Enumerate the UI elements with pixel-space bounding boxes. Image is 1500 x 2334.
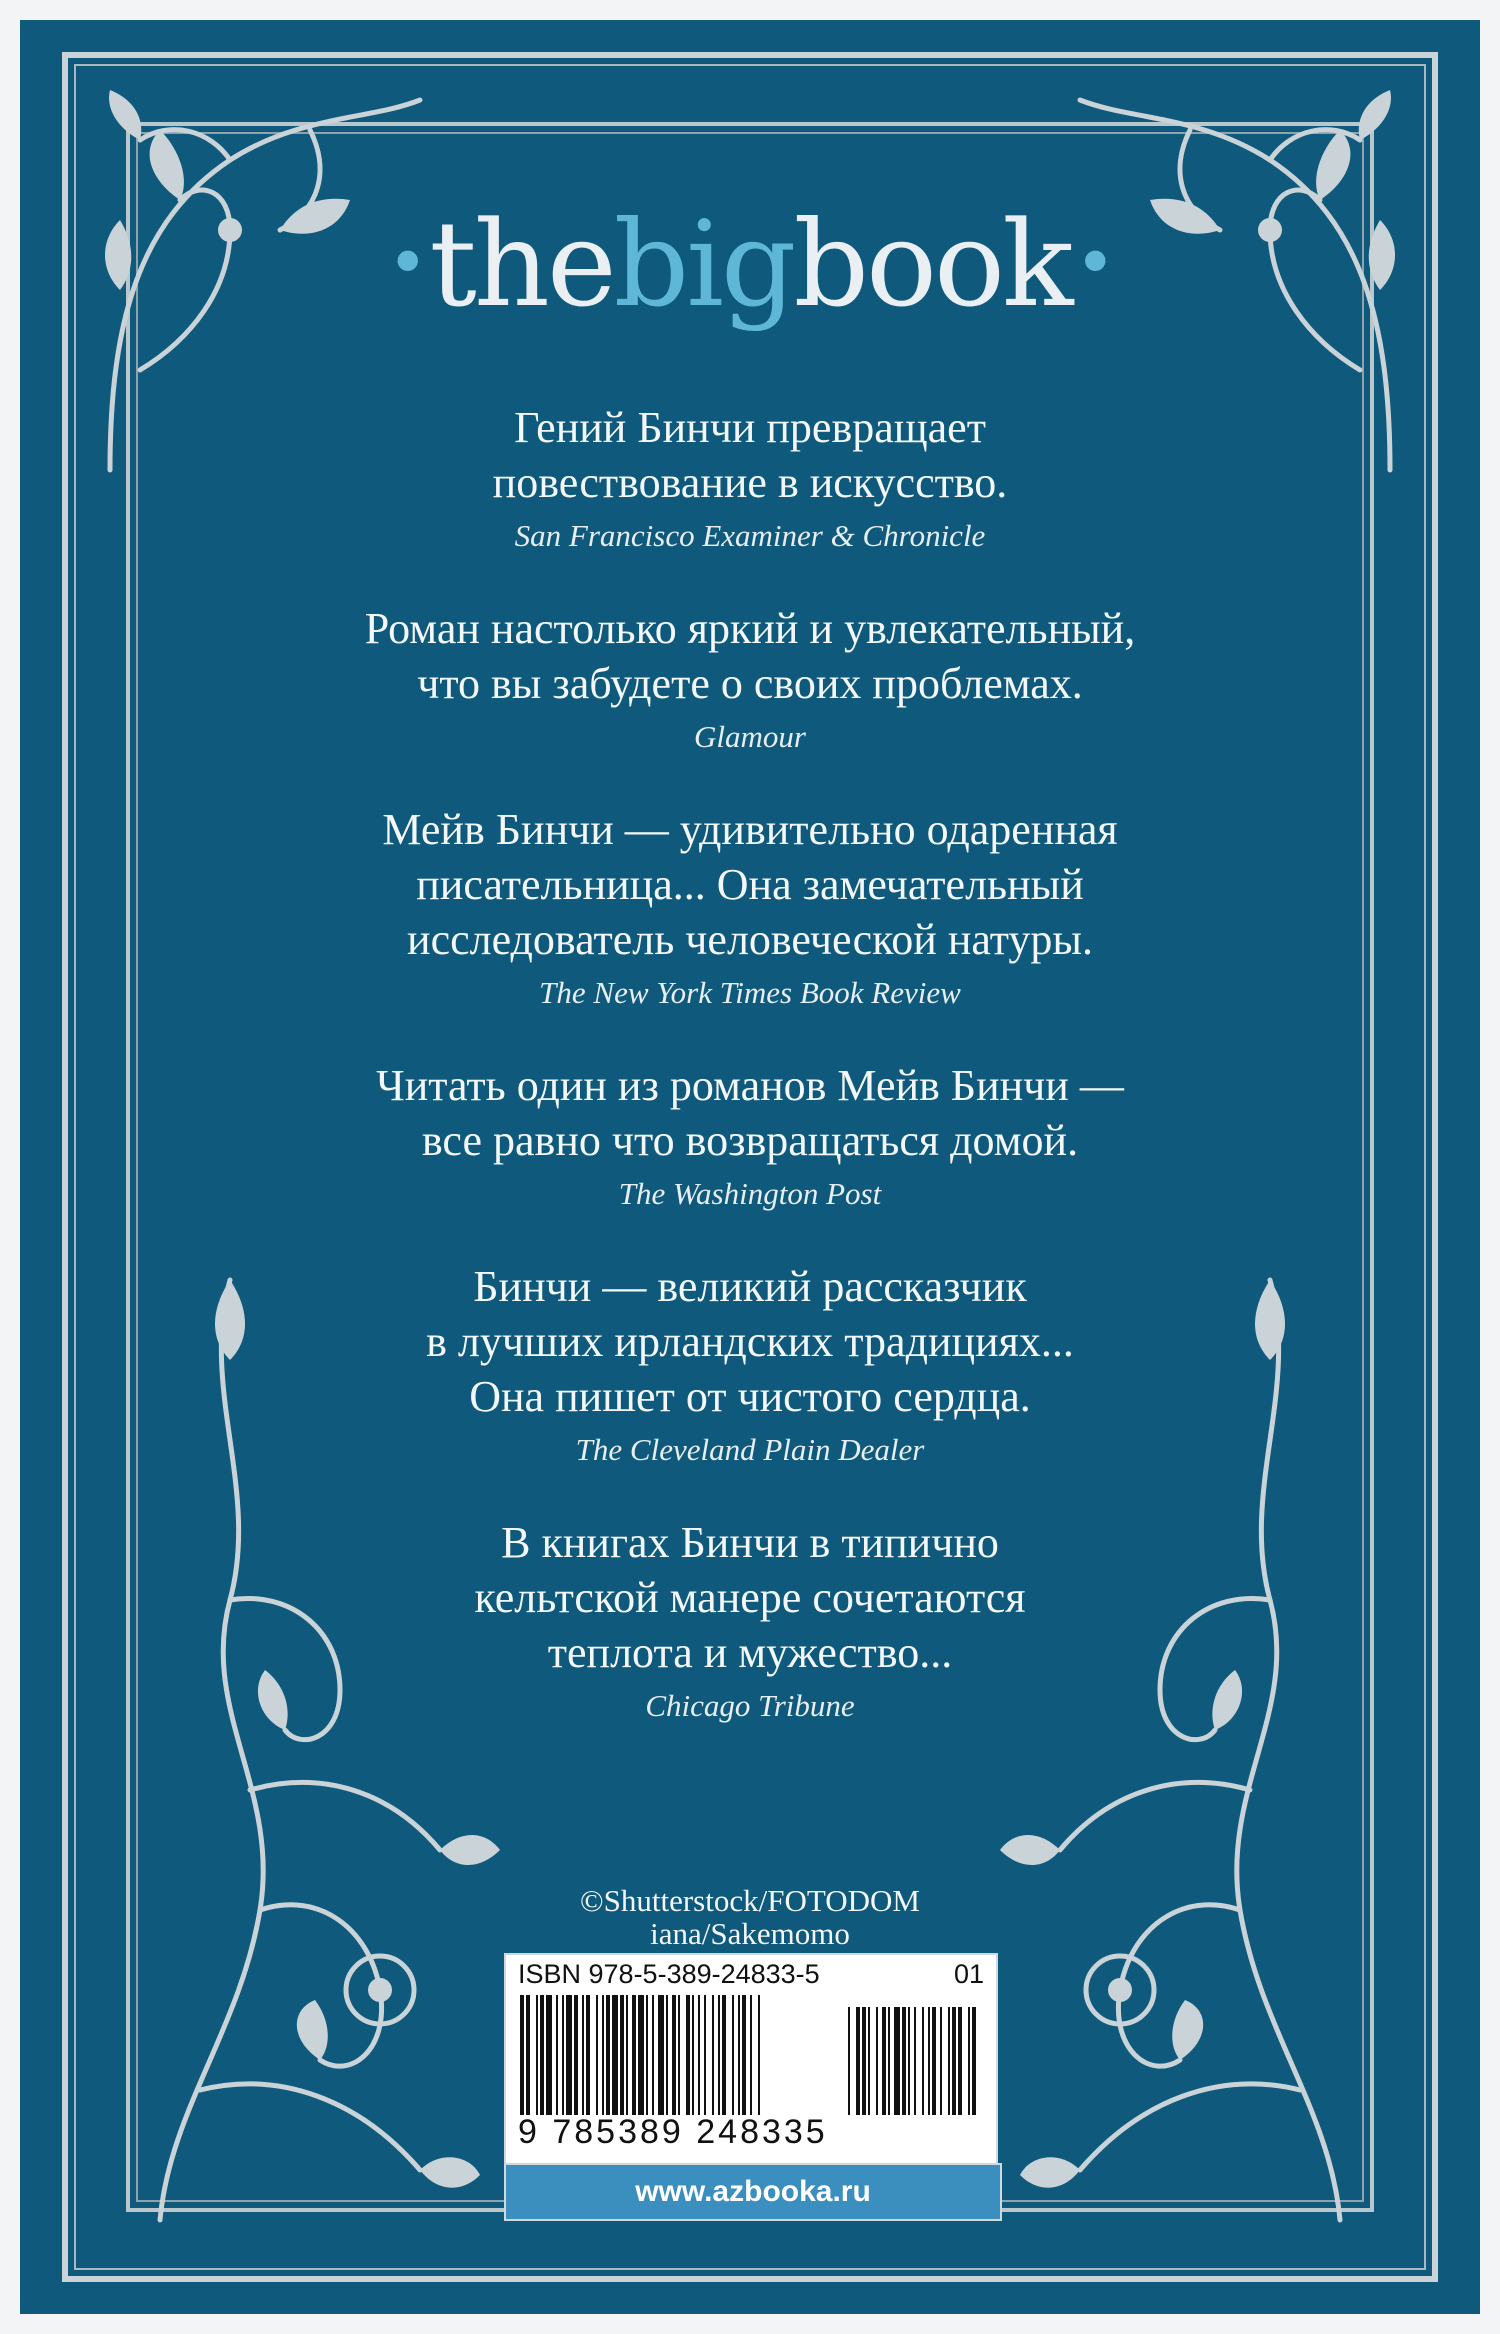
logo-dot-left: • [387,222,426,304]
quote-source: The Washington Post [618,1176,882,1211]
quote-text: Бинчи — великий рассказчик в лучших ирландских традициях... Она пишет от чистого сердца. [426,1262,1074,1421]
logo-dot-right: • [1074,222,1113,304]
quote-text: Роман настолько яркий и увлекательный, что вы забудете о своих проблемах. [364,604,1136,708]
isbn-label: ISBN 978-5-389-24833-5 [518,1959,820,1989]
credit-line-1: ©Shutterstock/FOTODOM [580,1883,920,1918]
quote-source: Chicago Tribune [645,1688,855,1723]
isbn-barcode [504,1953,998,2165]
quote-text: Гений Бинчи превращает повествование в искусство. [492,403,1008,507]
isbn-addon: 01 [953,1959,984,1989]
quote-source: The Cleveland Plain Dealer [575,1432,925,1467]
logo-book: book [793,195,1071,333]
review-quote [250,1058,1250,1216]
quote-text: В книгах Бинчи в типично кельтской манере сочетаются теплота и мужество... [474,1518,1026,1677]
quote-text: Читать один из романов Мейв Бинчи — все равно что возвращаться домой. [376,1061,1124,1165]
isbn-line [518,1959,984,1990]
logo-big: big [613,195,794,333]
quote-source: The New York Times Book Review [539,975,961,1010]
publisher-website: www.azbooka.ru [504,2163,1002,2221]
quote-source: San Francisco Examiner & Chronicle [514,518,986,553]
logo-the: the [429,195,614,333]
credit-line-2: iana/Sakemomo [650,1916,850,1951]
quote-source: Glamour [694,719,806,754]
review-quote [250,1259,1250,1472]
review-quote [250,400,1250,558]
quote-text: Мейв Бинчи — удивительно одаренная писательница... Она замечательный исследователь человеческой натуры. [382,805,1118,964]
barcode-bars [518,1995,984,2115]
barcode-digits: 9 785389 248335 [518,2113,828,2151]
review-quotes [250,400,1250,1771]
photo-credits [0,1884,1500,1950]
review-quote [250,802,1250,1015]
review-quote [250,601,1250,759]
series-logo [0,195,1500,333]
review-quote [250,1515,1250,1728]
